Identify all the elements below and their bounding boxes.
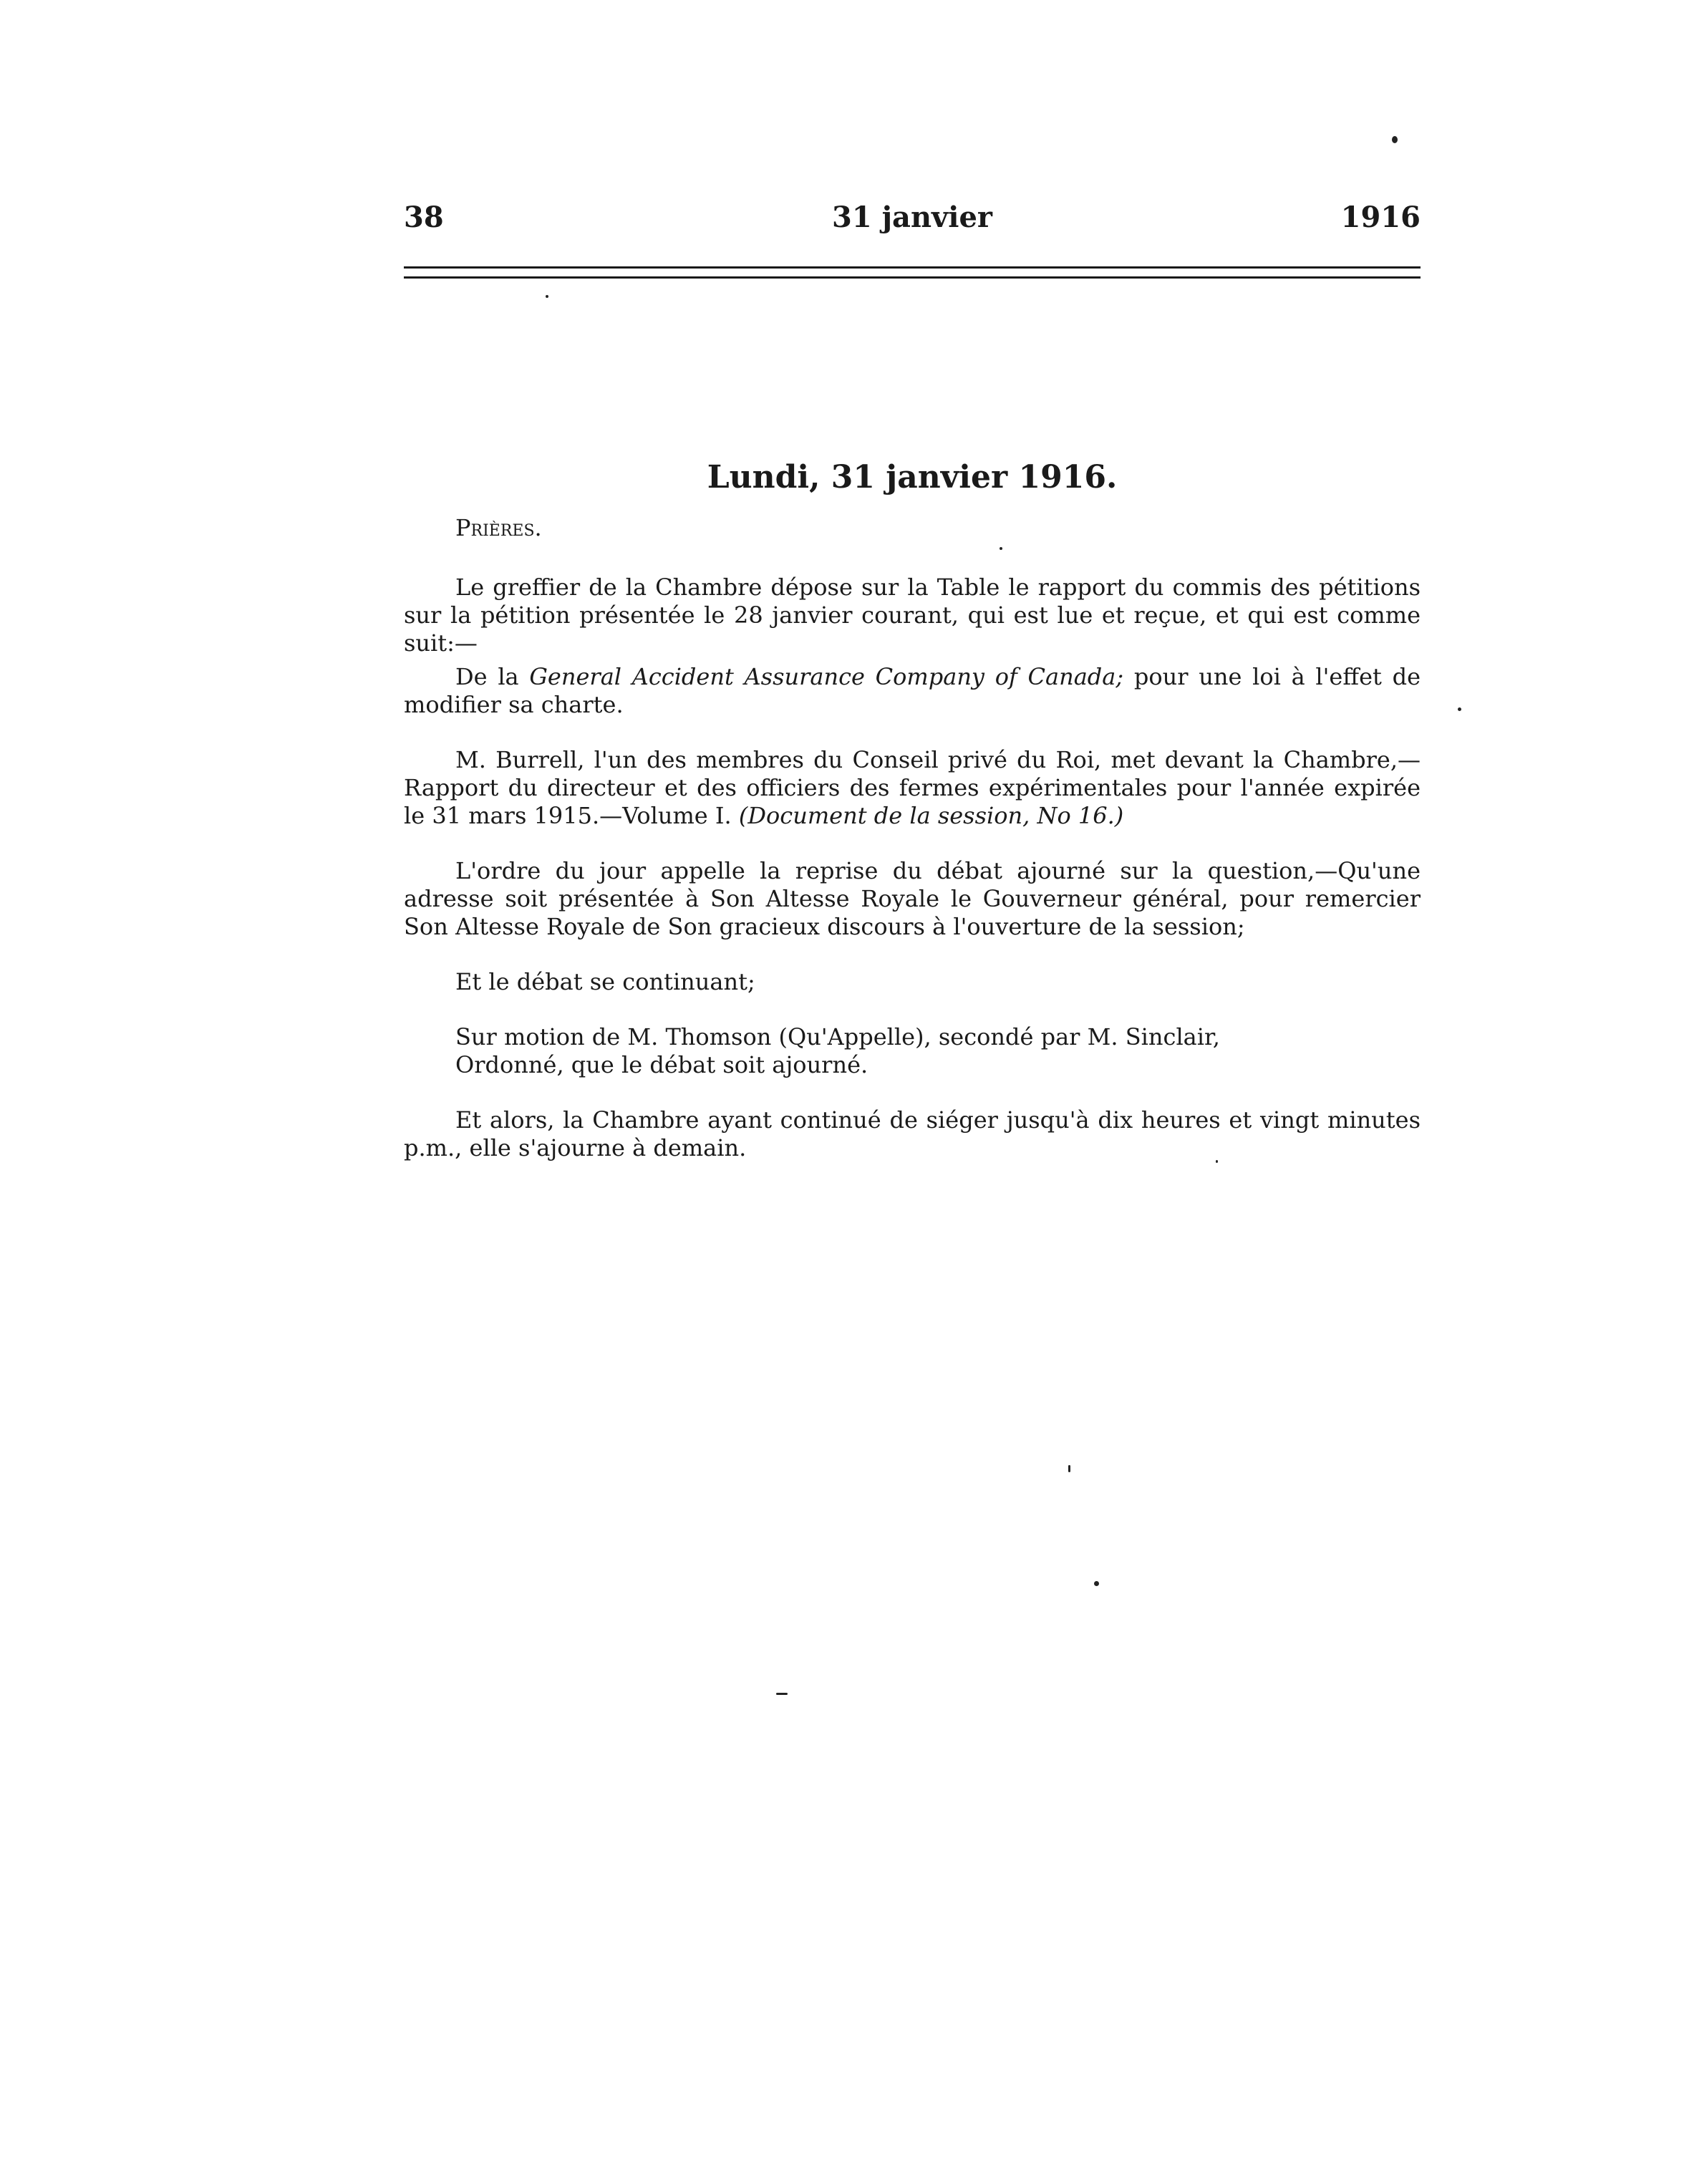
header-year: 1916 <box>1340 200 1421 234</box>
paragraph-adjournment: Et alors, la Chambre ayant continué de siéger jusqu'à dix heures et vingt minutes p.m., elle s'ajourne à demain. <box>404 1106 1421 1161</box>
petition-suffix: pour une loi à l'effet de modifier sa charte. <box>404 663 1421 718</box>
paragraph-motion <box>404 1023 1421 1079</box>
scan-speck <box>1068 1465 1070 1472</box>
scan-speck <box>1392 136 1398 143</box>
header-rule-top <box>404 266 1421 269</box>
entry-heading: Lundi, 31 janvier 1916. <box>707 459 1118 496</box>
paragraph-order-of-day: L'ordre du jour appelle la reprise du débat ajourné sur la question,—Qu'une adresse soit présentée à Son Altesse Royale le Gouverneur général, pour remercier Son Altesse Royale de Son gracieux discours à l'ouverture de la session; <box>404 857 1421 940</box>
paragraph-debate-continuing: Et le débat se continuant; <box>455 968 755 995</box>
scan-speck <box>776 1693 788 1695</box>
scan-speck <box>1000 547 1002 550</box>
scan-speck <box>546 295 548 298</box>
ordered-line: Ordonné, que le débat soit ajourné. <box>455 1051 868 1078</box>
petition-company-name: General Accident Assurance Company of Canada; <box>529 663 1124 690</box>
sessional-paper-ref: (Document de la session, No 16.) <box>738 802 1124 829</box>
report-text: M. Burrell, l'un des membres du Conseil privé du Roi, met devant la Chambre,—Rapport du directeur et des officiers des fermes expérimentales pour l'année expirée le 31 mars 1915.—Volume I. <box>404 746 1421 829</box>
prayers-label: Prières. <box>455 514 542 541</box>
header-date: 31 janvier <box>831 200 993 234</box>
motion-line: Sur motion de M. Thomson (Qu'Appelle), secondé par M. Sinclair, <box>455 1023 1220 1050</box>
scan-speck <box>1458 707 1461 711</box>
petition-prefix: De la <box>455 663 530 690</box>
header-rule-bottom <box>404 276 1421 279</box>
page-number: 38 <box>404 200 444 234</box>
paragraph-petition-item <box>404 663 1421 719</box>
journal-entry <box>404 458 1421 1189</box>
paragraph-petitions-report: Le greffier de la Chambre dépose sur la Table le rapport du commis des pétitions sur la pétition présentée le 28 janvier courant, qui est lue et reçue, et qui est comme suit:— <box>404 574 1421 657</box>
scan-speck <box>1094 1581 1099 1586</box>
running-header <box>404 200 1421 243</box>
scan-speck <box>1216 1160 1218 1163</box>
paragraph-report-tabled <box>404 746 1421 830</box>
